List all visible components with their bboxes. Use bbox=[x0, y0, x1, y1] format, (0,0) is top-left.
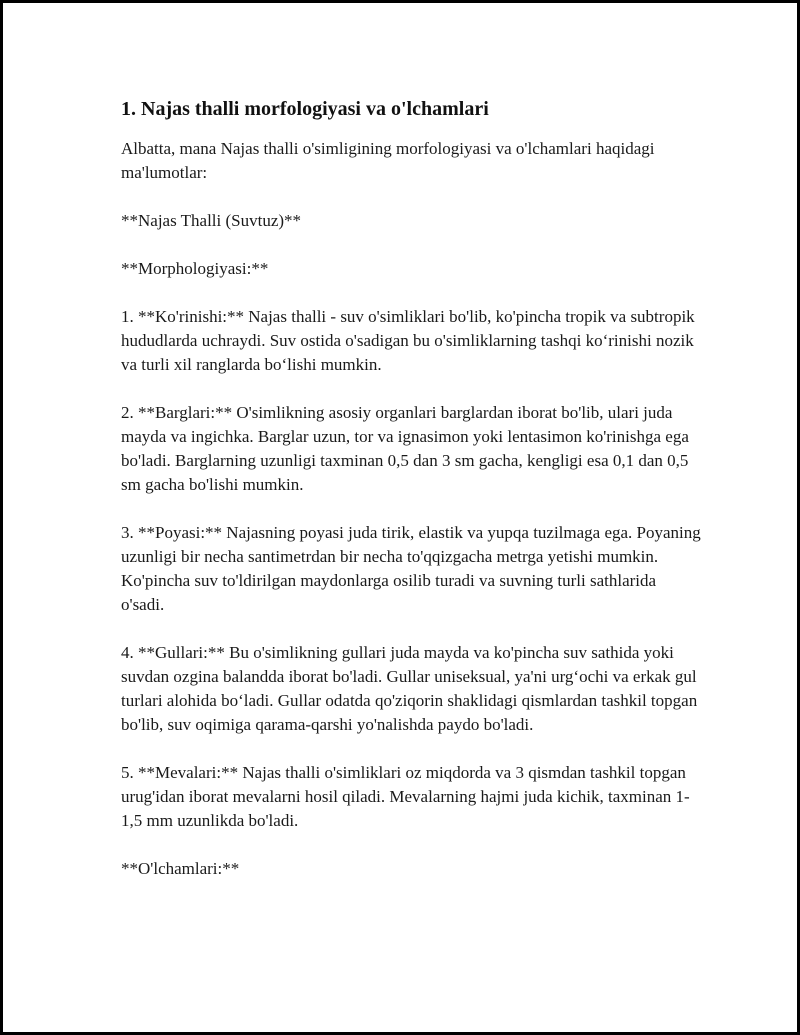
flowers-paragraph: 4. **Gullari:** Bu o'simlikning gullari juda mayda va ko'pincha suv sathida yoki suvdan ozgina balandda iborat bo'ladi. Gullar uniseksual, ya'ni urg‘ochi va erkak gul turlari alohida bo‘ladi. Gullar odatda qo'ziqorin shaklidagi qismlardan tashkil topgan bo'lib, suv oqimiga qarama-qarshi yo'nalishda paydo bo'ladi. bbox=[121, 643, 698, 734]
document-body bbox=[121, 95, 701, 881]
appearance-paragraph: 1. **Ko'rinishi:** Najas thalli - suv o'simliklari bo'lib, ko'pincha tropik va subtropik hududlarda uchraydi. Suv ostida o'sadigan bu o'simliklarning tashqi ko‘rinishi nozik va turli xil ranglarda bo‘lishi mumkin. bbox=[121, 307, 695, 374]
dimensions-heading-paragraph: **O'lchamlari:** bbox=[121, 859, 240, 878]
leaves-paragraph: 2. **Barglari:** O'simlikning asosiy organlari barglardan iborat bo'lib, ulari juda mayda va ingichka. Barglar uzun, tor va ignasimon yoki lentasimon ko'rinishga ega bo'ladi. Barglarning uzunligi taxminan 0,5 dan 3 sm gacha, kengligi esa 0,1 dan 0,5 sm gacha bo'lishi mumkin. bbox=[121, 403, 689, 494]
subject-heading-paragraph: **Najas Thalli (Suvtuz)** bbox=[121, 211, 302, 230]
morphology-heading-paragraph: **Morphologiyasi:** bbox=[121, 259, 269, 278]
fruits-paragraph: 5. **Mevalari:** Najas thalli o'simliklari oz miqdorda va 3 qismdan tashkil topgan urug'idan iborat mevalarni hosil qiladi. Mevalarning hajmi juda kichik, taxminan 1-1,5 mm uzunlikda bo'ladi. bbox=[121, 763, 690, 830]
document-title: 1. Najas thalli morfologiyasi va o'lchamlari bbox=[121, 98, 489, 120]
intro-paragraph: Albatta, mana Najas thalli o'simligining morfologiyasi va o'lchamlari haqidagi ma'lumotlar: bbox=[121, 139, 655, 182]
stem-paragraph: 3. **Poyasi:** Najasning poyasi juda tirik, elastik va yupqa tuzilmaga ega. Poyaning uzunligi bir necha santimetrdan bir necha to'qqizgacha metrga yetishi mumkin. Ko'pincha suv to'ldirilgan maydonlarga osilib turadi va suvning turli sathlarida o'sadi. bbox=[121, 523, 701, 614]
